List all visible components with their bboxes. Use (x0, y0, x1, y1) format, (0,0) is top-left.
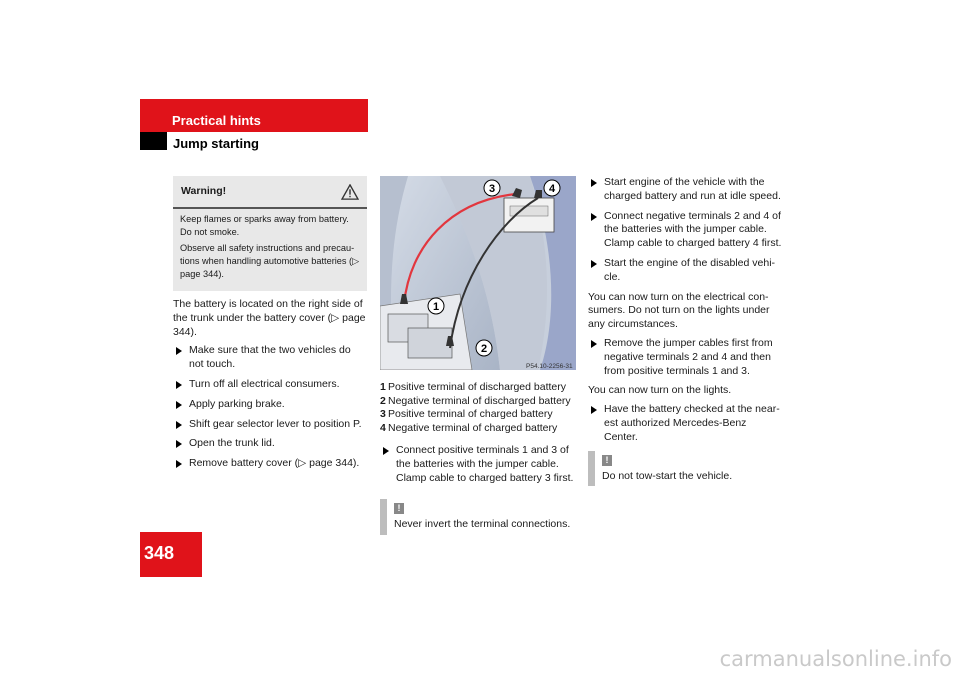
step-list (588, 176, 783, 285)
list-item: Remove the jumper cables first from negative terminals 2 and 4 and then from positive terminals 1 and 3. (588, 337, 783, 378)
list-item: Start engine of the vehicle with the charged battery and run at idle speed. (588, 176, 783, 204)
step-list (173, 344, 367, 471)
column-2 (380, 176, 576, 535)
list-item: Make sure that the two vehicles do not touch. (173, 344, 367, 372)
warning-header (173, 176, 367, 209)
figure-legend (380, 381, 576, 436)
column-3 (588, 176, 783, 486)
legend-item: 3 Positive terminal of charged battery (380, 408, 553, 421)
arrow-bullet-icon (176, 381, 182, 389)
notice-text: Never invert the terminal connections. (394, 518, 571, 531)
column-1 (173, 176, 367, 477)
notice-text: Do not tow-start the vehicle. (602, 469, 733, 482)
callout-3: 3 (488, 183, 496, 195)
page-number: 348 (144, 543, 175, 563)
warning-title: Warning! (181, 185, 227, 197)
notice-bar (588, 451, 595, 487)
list-item: Connect positive terminals 1 and 3 of the batteries with the jumper cable. Clamp cable to charged battery 3 first. (380, 444, 576, 485)
callout-1: 1 (432, 301, 440, 313)
list-item: Shift gear selector lever to position P. (173, 418, 367, 432)
callout-2: 2 (480, 343, 488, 355)
jump-start-illustration (380, 176, 576, 370)
warning-text: Observe all safety instructions and precau-tions when handling automotive batteries (▷ page 344). (180, 243, 360, 279)
arrow-bullet-icon (176, 460, 182, 468)
subsection-title: Jump starting (173, 136, 259, 151)
section-title: Practical hints (172, 113, 261, 128)
legend-item: 1 Positive terminal of discharged battery (380, 380, 567, 393)
exclamation-icon: ! (394, 503, 404, 514)
list-item: Have the battery checked at the near-est authorized Mercedes-Benz Center. (588, 403, 783, 444)
header-section-bar (140, 99, 368, 132)
callout-4: 4 (548, 183, 556, 195)
warning-text: Keep flames or sparks away from battery. Do not smoke. (180, 214, 349, 237)
list-item: Apply parking brake. (173, 398, 367, 412)
page-number-box (140, 532, 202, 577)
arrow-bullet-icon (591, 213, 597, 221)
list-item: Connect negative terminals 2 and 4 of the batteries with the jumper cable. Clamp cable to charged battery 4 first. (588, 210, 783, 251)
notice-bar (380, 499, 387, 535)
arrow-bullet-icon (591, 179, 597, 187)
list-item: Turn off all electrical consumers. (173, 378, 367, 392)
body-text: You can now turn on the lights. (588, 384, 732, 397)
step-list (588, 337, 783, 378)
legend-item: 2 Negative terminal of discharged battery (380, 394, 571, 407)
warning-triangle-icon (341, 184, 359, 200)
arrow-bullet-icon (591, 260, 597, 268)
exclamation-icon: ! (602, 455, 612, 466)
list-item: Remove battery cover (▷ page 344). (173, 457, 367, 471)
legend-item: 4 Negative terminal of charged battery (380, 422, 558, 435)
body-text: You can now turn on the electrical con-sumers. Do not turn on the lights under any circumstances. (588, 290, 770, 331)
arrow-bullet-icon (176, 401, 182, 409)
intro-text: The battery is located on the right side of the trunk under the battery cover (▷ page 344). (173, 298, 366, 338)
arrow-bullet-icon (176, 347, 182, 355)
figure-code: P54.10-2256-31 (526, 363, 573, 370)
arrow-bullet-icon (591, 406, 597, 414)
arrow-bullet-icon (176, 440, 182, 448)
list-item: Open the trunk lid. (173, 437, 367, 451)
step-list (380, 444, 576, 485)
header-marker (140, 132, 167, 150)
footer-watermark: carmanualsonline.info (719, 647, 952, 671)
warning-box (173, 176, 367, 291)
notice-box (380, 499, 576, 535)
notice-box (588, 451, 783, 487)
list-item: Start the engine of the disabled vehi-cle. (588, 257, 783, 285)
step-list (588, 403, 783, 444)
arrow-bullet-icon (176, 421, 182, 429)
arrow-bullet-icon (383, 447, 389, 455)
arrow-bullet-icon (591, 340, 597, 348)
